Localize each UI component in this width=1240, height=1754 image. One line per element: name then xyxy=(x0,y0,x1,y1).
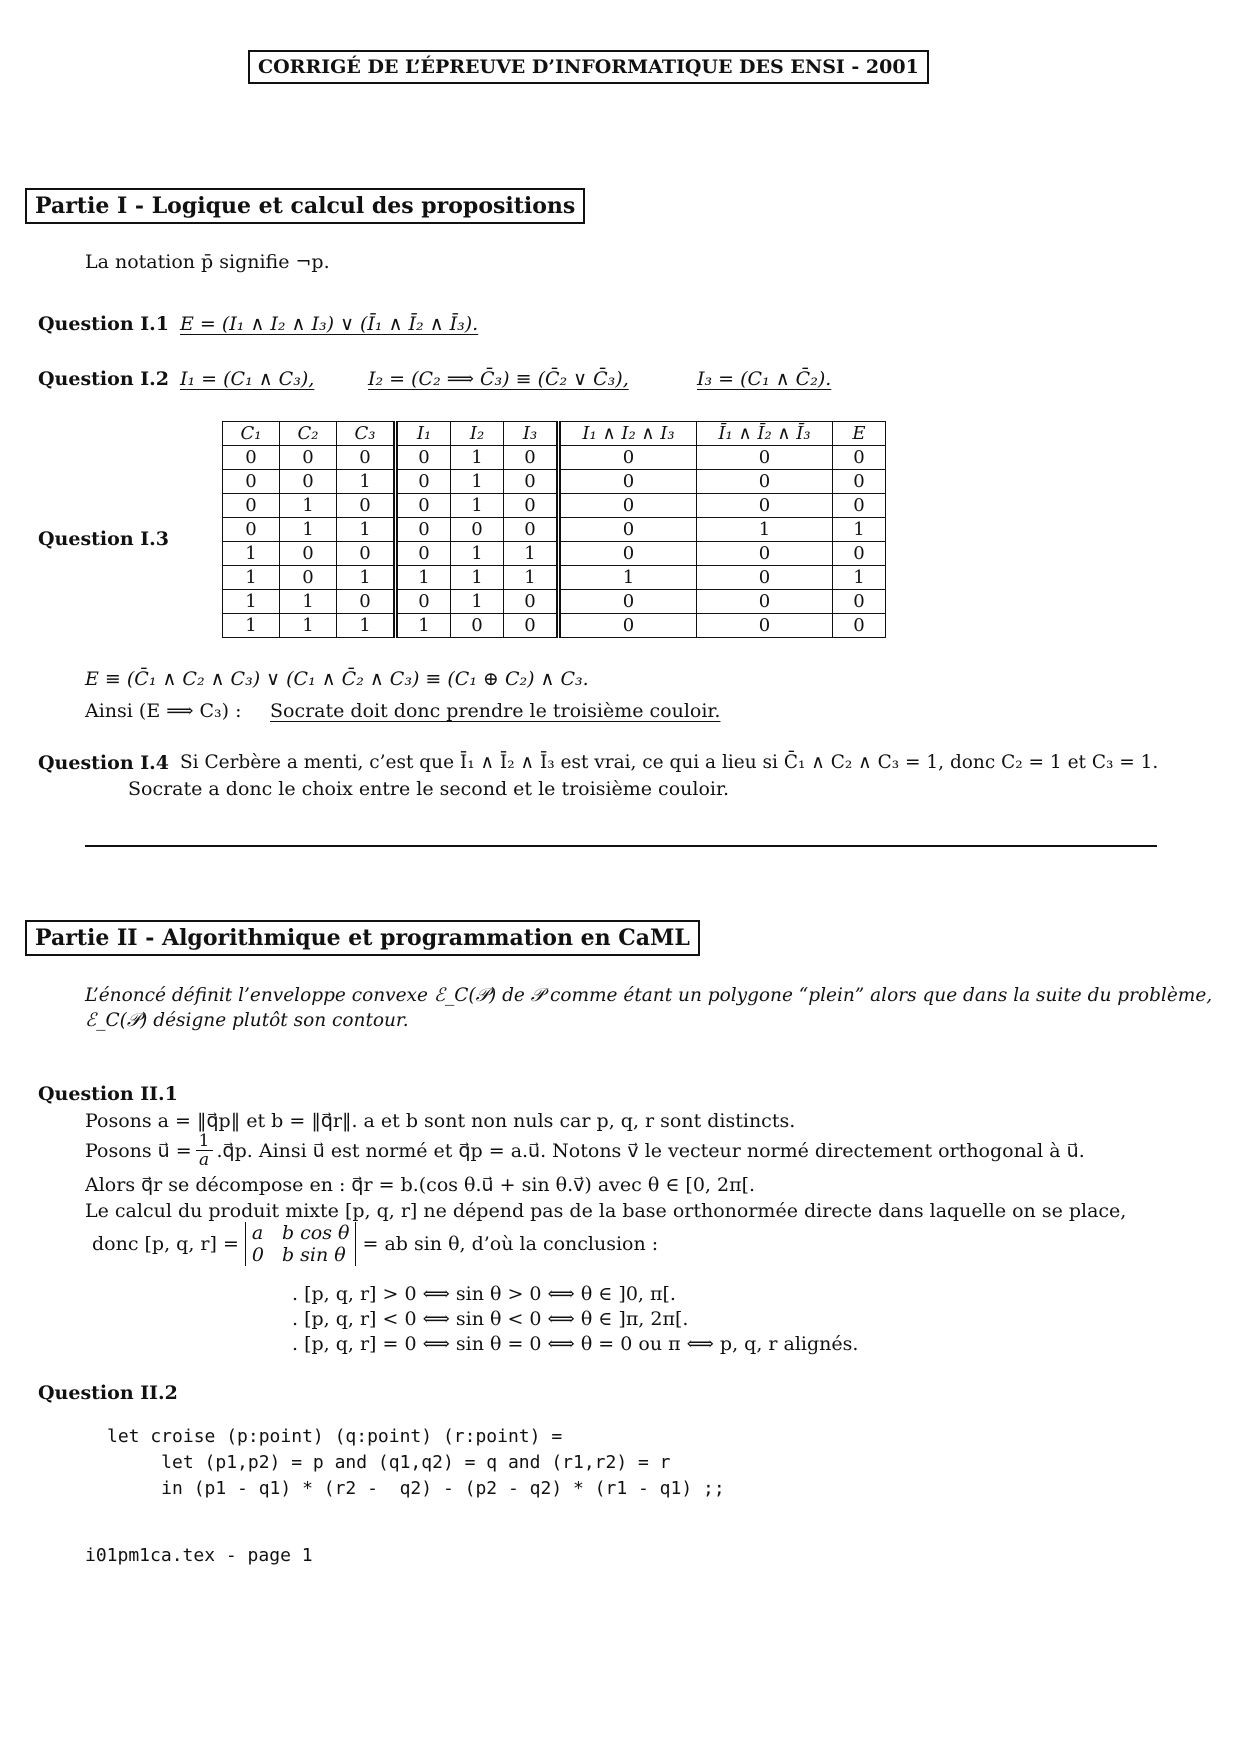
table-cell: 0 xyxy=(559,542,697,566)
table-cell: 0 xyxy=(396,494,451,518)
table-cell: 1 xyxy=(833,566,886,590)
question-i4-label: Question I.4 xyxy=(38,752,169,774)
table-cell: 0 xyxy=(697,470,833,494)
truth-table xyxy=(222,421,886,638)
table-cell: 0 xyxy=(559,590,697,614)
table-cell: 0 xyxy=(504,614,559,638)
question-ii2-label: Question II.2 xyxy=(38,1382,178,1404)
question-i1-answer: E = (I₁ ∧ I₂ ∧ I₃) ∨ (Ī₁ ∧ Ī₂ ∧ Ī₃). xyxy=(180,313,479,335)
table-cell: 0 xyxy=(833,446,886,470)
table-cell: 0 xyxy=(697,446,833,470)
part2-intro-line1: L’énoncé définit l’enveloppe convexe ℰ_C(𝒫) de 𝒫 comme étant un polygone “plein” alors que dans la suite du problème, xyxy=(85,985,1213,1006)
line5-part-a: donc [p, q, r] = xyxy=(92,1233,239,1255)
table-cell: 0 xyxy=(833,590,886,614)
table-cell: 0 xyxy=(337,446,396,470)
code-line: in (p1 - q1) * (r2 - q2) - (p2 - q2) * (r1 - q1) ;; xyxy=(107,1478,725,1499)
table-cell: 1 xyxy=(223,566,280,590)
question-i3-label: Question I.3 xyxy=(38,528,169,550)
table-cell: 0 xyxy=(280,470,337,494)
table-row xyxy=(223,470,886,494)
table-cell: 1 xyxy=(223,590,280,614)
section-divider xyxy=(85,845,1157,847)
question-ii1-line3: Alors q⃗r se décompose en : q⃗r = b.(cos θ.u⃗ + sin θ.v⃗) avec θ ∈ [0, 2π[. xyxy=(85,1174,756,1196)
table-cell: 1 xyxy=(223,614,280,638)
table-cell: 1 xyxy=(833,518,886,542)
table-cell: 0 xyxy=(280,566,337,590)
table-cell: 1 xyxy=(280,614,337,638)
table-cell: 0 xyxy=(396,518,451,542)
table-cell: 0 xyxy=(833,494,886,518)
question-i2-i2: I₂ = (C₂ ⟹ C̄₃) ≡ (C̄₂ ∨ C̄₃), xyxy=(368,368,629,390)
question-i1-label: Question I.1 xyxy=(38,313,169,335)
table-cell: 0 xyxy=(559,614,697,638)
table-cell: 0 xyxy=(223,446,280,470)
table-cell: 0 xyxy=(223,470,280,494)
table-cell: 0 xyxy=(396,470,451,494)
table-header-cell: I₃ xyxy=(504,422,559,446)
question-i2-i3: I₃ = (C₁ ∧ C̄₂). xyxy=(697,368,832,390)
table-header-cell: I₁ xyxy=(396,422,451,446)
table-row xyxy=(223,542,886,566)
table-cell: 1 xyxy=(396,566,451,590)
table-row xyxy=(223,590,886,614)
code-line: let (p1,p2) = p and (q1,q2) = q and (r1,r2) = r xyxy=(107,1452,671,1473)
table-cell: 1 xyxy=(504,542,559,566)
question-i3-conclusion: Socrate doit donc prendre le troisième couloir. xyxy=(270,700,721,722)
table-cell: 0 xyxy=(396,542,451,566)
table-cell: 0 xyxy=(504,590,559,614)
table-cell: 0 xyxy=(559,470,697,494)
question-ii1-case1: . [p, q, r] > 0 ⟺ sin θ > 0 ⟺ θ ∈ ]0, π[. xyxy=(292,1283,676,1305)
table-cell: 0 xyxy=(451,614,504,638)
question-i3-conclusion-prefix: Ainsi (E ⟹ C₃) : xyxy=(85,700,242,722)
table-header-cell: E xyxy=(833,422,886,446)
table-cell: 0 xyxy=(559,518,697,542)
question-i3-equivalence: E ≡ (C̄₁ ∧ C₂ ∧ C₃) ∨ (C₁ ∧ C̄₂ ∧ C₃) ≡ (C₁ ⊕ C₂) ∧ C₃. xyxy=(85,668,589,690)
table-cell: 0 xyxy=(697,590,833,614)
table-cell: 1 xyxy=(280,494,337,518)
fraction-denominator: a xyxy=(199,1150,210,1170)
line2-part-a: Posons u⃗ = xyxy=(85,1139,192,1162)
notation-text: La notation p̄ signifie ¬p. xyxy=(85,251,330,273)
part2-title xyxy=(25,920,700,956)
table-header-cell: Ī₁ ∧ Ī₂ ∧ Ī₃ xyxy=(697,422,833,446)
table-cell: 0 xyxy=(697,542,833,566)
table-cell: 0 xyxy=(223,518,280,542)
table-row xyxy=(223,614,886,638)
table-row xyxy=(223,494,886,518)
table-header-cell: I₁ ∧ I₂ ∧ I₃ xyxy=(559,422,697,446)
question-ii1-line5 xyxy=(92,1222,658,1266)
table-cell: 0 xyxy=(697,614,833,638)
table-cell: 0 xyxy=(504,446,559,470)
table-header-cell: I₂ xyxy=(451,422,504,446)
table-cell: 0 xyxy=(337,542,396,566)
table-cell: 0 xyxy=(559,446,697,470)
table-cell: 1 xyxy=(504,566,559,590)
table-row xyxy=(223,518,886,542)
header-title: CORRIGÉ DE L’ÉPREUVE D’INFORMATIQUE DES ENSI - 2001 xyxy=(258,56,919,78)
table-cell: 1 xyxy=(396,614,451,638)
table-cell: 0 xyxy=(697,494,833,518)
question-ii1-line1: Posons a = ‖q⃗p‖ et b = ‖q⃗r‖. a et b sont non nuls car p, q, r sont distincts. xyxy=(85,1110,796,1132)
determinant xyxy=(245,1222,357,1266)
part2-intro-line2: ℰ_C(𝒫) désigne plutôt son contour. xyxy=(85,1010,409,1031)
table-header-row xyxy=(223,422,886,446)
table-cell: 1 xyxy=(451,470,504,494)
part2-title-text: Partie II - Algorithmique et programmation en CaML xyxy=(35,925,690,951)
table-cell: 0 xyxy=(396,590,451,614)
table-row xyxy=(223,446,886,470)
question-i4-line1: Si Cerbère a menti, c’est que Ī₁ ∧ Ī₂ ∧ Ī₃ est vrai, ce qui a lieu si C̄₁ ∧ C₂ ∧ C₃ = 1, donc C₂ = 1 et C₃ = 1. xyxy=(180,752,1159,773)
table-cell: 1 xyxy=(337,518,396,542)
table-cell: 0 xyxy=(504,518,559,542)
table-cell: 0 xyxy=(504,470,559,494)
fraction-numerator: 1 xyxy=(196,1132,213,1151)
table-cell: 0 xyxy=(504,494,559,518)
table-cell: 0 xyxy=(559,494,697,518)
table-cell: 1 xyxy=(697,518,833,542)
part1-title-text: Partie I - Logique et calcul des propositions xyxy=(35,193,576,219)
code-line: let croise (p:point) (q:point) (r:point) = xyxy=(107,1426,563,1447)
truth-table-container xyxy=(222,421,886,638)
table-cell: 1 xyxy=(451,590,504,614)
table-cell: 1 xyxy=(280,590,337,614)
table-cell: 1 xyxy=(451,494,504,518)
table-header-cell: C₁ xyxy=(223,422,280,446)
question-i4-line2: Socrate a donc le choix entre le second et le troisième couloir. xyxy=(128,778,730,800)
question-i2-label: Question I.2 xyxy=(38,368,169,390)
table-cell: 1 xyxy=(559,566,697,590)
code-block xyxy=(107,1424,725,1502)
table-row xyxy=(223,566,886,590)
det-r1c2: b cos θ xyxy=(281,1222,350,1244)
table-cell: 1 xyxy=(337,470,396,494)
table-cell: 0 xyxy=(451,518,504,542)
table-cell: 1 xyxy=(451,446,504,470)
table-cell: 0 xyxy=(337,494,396,518)
document-header xyxy=(248,50,929,84)
table-cell: 1 xyxy=(280,518,337,542)
table-cell: 1 xyxy=(337,566,396,590)
table-header-cell: C₂ xyxy=(280,422,337,446)
part1-title xyxy=(25,188,585,224)
table-cell: 0 xyxy=(833,470,886,494)
fraction xyxy=(196,1132,213,1169)
question-ii1-case3: . [p, q, r] = 0 ⟺ sin θ = 0 ⟺ θ = 0 ou π ⟺ p, q, r alignés. xyxy=(292,1333,859,1355)
question-ii1-line2 xyxy=(85,1132,1085,1169)
table-header-cell: C₃ xyxy=(337,422,396,446)
table-cell: 1 xyxy=(223,542,280,566)
line5-part-b: = ab sin θ, d’où la conclusion : xyxy=(362,1233,659,1255)
table-cell: 0 xyxy=(280,446,337,470)
line2-part-b: .q⃗p. Ainsi u⃗ est normé et q⃗p = a.u⃗. Notons v⃗ le vecteur normé directement orthogonal à u⃗. xyxy=(216,1139,1085,1162)
table-cell: 0 xyxy=(337,590,396,614)
table-cell: 0 xyxy=(280,542,337,566)
question-i2-i1: I₁ = (C₁ ∧ C₃), xyxy=(180,368,315,390)
table-cell: 0 xyxy=(833,542,886,566)
table-cell: 1 xyxy=(451,542,504,566)
table-cell: 0 xyxy=(833,614,886,638)
table-cell: 0 xyxy=(223,494,280,518)
table-cell: 0 xyxy=(697,566,833,590)
det-r2c2: b sin θ xyxy=(281,1244,346,1266)
table-cell: 0 xyxy=(396,446,451,470)
question-ii1-line4: Le calcul du produit mixte [p, q, r] ne dépend pas de la base orthonormée directe dans laquelle on se place, xyxy=(85,1200,1127,1222)
table-cell: 1 xyxy=(451,566,504,590)
det-r1c1: a xyxy=(251,1222,264,1244)
question-ii1-label: Question II.1 xyxy=(38,1083,178,1105)
table-cell: 1 xyxy=(337,614,396,638)
det-r2c1: 0 xyxy=(251,1244,264,1266)
page-footer: i01pm1ca.tex - page 1 xyxy=(85,1545,313,1566)
question-ii1-case2: . [p, q, r] < 0 ⟺ sin θ < 0 ⟺ θ ∈ ]π, 2π[. xyxy=(292,1308,689,1330)
